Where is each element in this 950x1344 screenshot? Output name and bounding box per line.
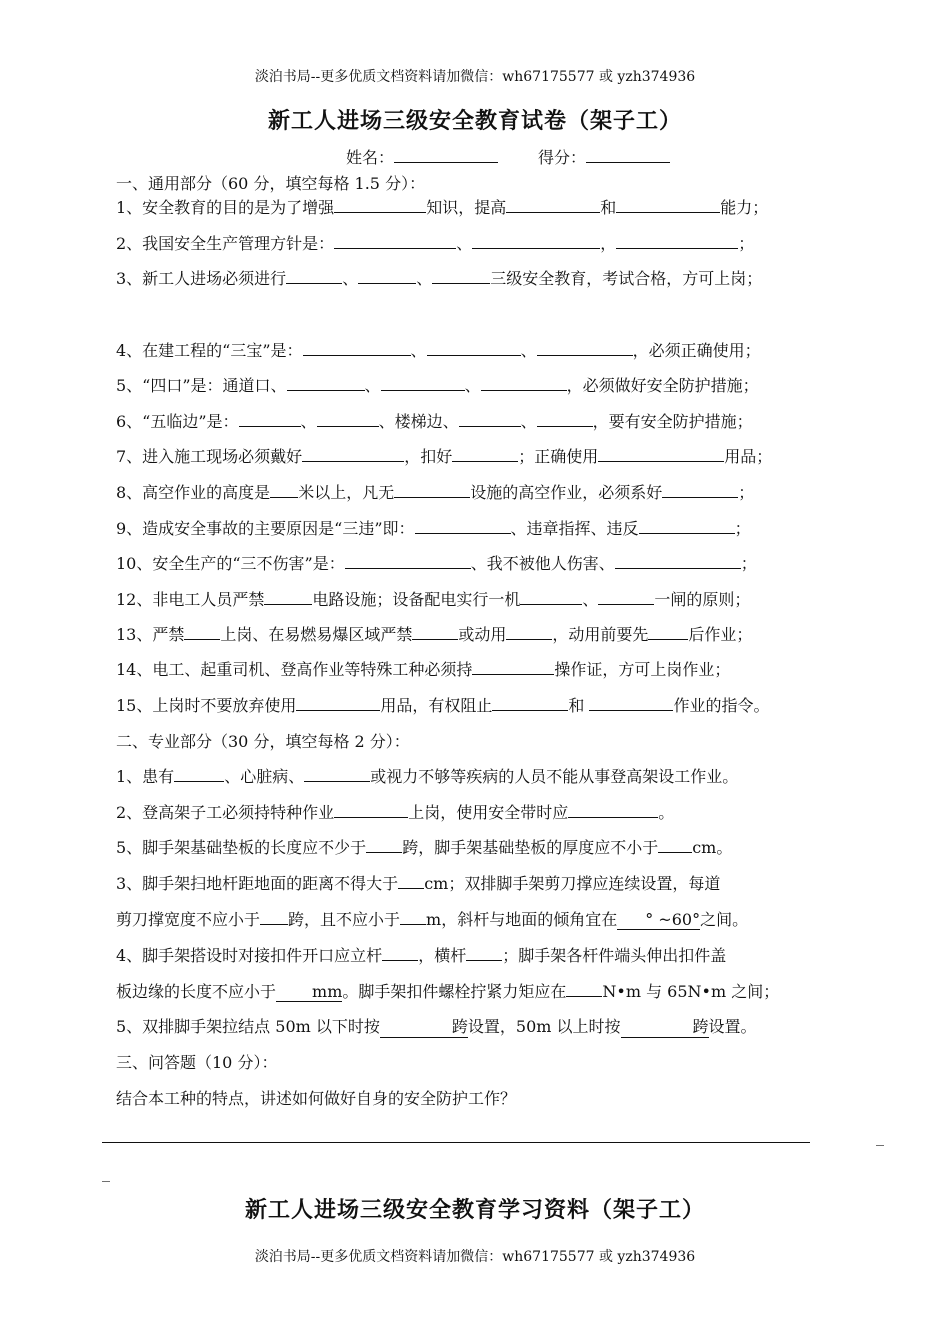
answer-rule-line[interactable]	[102, 1142, 810, 1143]
answer-blank[interactable]	[174, 767, 224, 782]
answer-blank[interactable]	[492, 696, 568, 711]
question-p5: 5、双排脚手架拉结点 50m 以下时按 跨设置，50m 以上时按 跨设置。	[116, 1014, 757, 1038]
answer-blank[interactable]	[506, 625, 552, 640]
angle-range-blank[interactable]: ° ~60°	[617, 910, 700, 930]
question-p3: 3、脚手架扫地杆距地面的距离不得大于 cm；双排脚手架剪刀撑应连续设置，每道	[116, 874, 721, 893]
answer-blank[interactable]	[466, 946, 502, 961]
answer-blank[interactable]	[296, 696, 380, 711]
answer-blank[interactable]	[415, 519, 511, 534]
page-footer: 淡泊书局--更多优质文档资料请加微信：wh67175577 或 yzh374936	[254, 1249, 696, 1265]
answer-blank[interactable]	[481, 376, 567, 391]
question-4: 4、在建工程的“三宝”是： 、 、 ，必须正确使用；	[116, 341, 761, 360]
question-10: 10、安全生产的“三不伤害”是： 、我不被他人伤害、 ；	[116, 554, 757, 573]
answer-blank[interactable]	[239, 412, 301, 427]
score-label: 得分：	[538, 148, 587, 167]
question-7: 7、进入施工现场必须戴好 ，扣好 ；正确使用 用品；	[116, 447, 773, 466]
study-material-title: 新工人进场三级安全教育学习资料（架子工）	[244, 1197, 705, 1223]
answer-blank[interactable]	[412, 625, 458, 640]
question-14: 14、电工、起重司机、登高作业等特殊工种必须持 操作证，方可上岗作业；	[116, 660, 731, 679]
score-blank[interactable]	[586, 148, 670, 163]
question-p1: 1、患有 、心脏病、 或视力不够等疾病的人员不能从事登高架设工作业。	[116, 767, 739, 786]
question-p4: 4、脚手架搭设时对接扣件开口应立杆 ，横杆 ；脚手架各杆件端头伸出扣件盖	[116, 946, 727, 965]
answer-blank[interactable]	[260, 910, 288, 925]
answer-blank[interactable]	[287, 376, 365, 391]
answer-blank[interactable]	[506, 198, 600, 213]
answer-blank[interactable]	[270, 483, 298, 498]
question-13: 13、严禁 上岗、在易燃易爆区域严禁 或动用 ，动用前要先 后作业；	[116, 625, 753, 644]
name-blank[interactable]	[394, 148, 498, 163]
answer-blank[interactable]	[472, 660, 554, 675]
answer-blank[interactable]	[398, 874, 424, 889]
answer-blank[interactable]	[662, 483, 738, 498]
answer-blank[interactable]	[286, 269, 342, 284]
question-9: 9、造成安全事故的主要原因是“三违”即： 、违章指挥、违反 ；	[116, 519, 751, 538]
question-p4b: 板边缘的长度不应小于 mm。脚手架扣件螺栓拧紧力矩应在 N•m 与 65N•m 之间；	[116, 982, 780, 1001]
question-12: 12、非电工人员严禁 电路设施；设备配电实行一机 、 一闸的原则；	[116, 590, 751, 609]
answer-blank[interactable]	[381, 376, 465, 391]
question-3: 3、新工人进场必须进行 、 、 三级安全教育，考试合格，方可上岗；	[116, 269, 763, 288]
answer-blank[interactable]	[589, 696, 673, 711]
answer-blank[interactable]	[648, 625, 688, 640]
answer-blank[interactable]	[568, 803, 658, 818]
answer-blank[interactable]	[264, 590, 312, 605]
answer-blank[interactable]	[459, 412, 521, 427]
answer-blank[interactable]	[184, 625, 220, 640]
question-8: 8、高空作业的高度是 米以上，凡无 设施的高空作业，必须系好 ；	[116, 483, 755, 502]
answer-rule-dash: _	[102, 1163, 110, 1182]
question-p5a: 5、脚手架基础垫板的长度应不少于 跨，脚手架基础垫板的厚度应不小于 cm。	[116, 838, 733, 857]
answer-blank[interactable]	[432, 269, 490, 284]
answer-blank[interactable]	[334, 234, 456, 249]
answer-blank[interactable]	[537, 341, 633, 356]
answer-blank[interactable]	[616, 198, 720, 213]
question-2: 2、我国安全生产管理方针是： 、 ， ；	[116, 234, 755, 253]
section3-heading: 三、问答题（10 分）：	[116, 1053, 278, 1072]
section2-heading: 二、专业部分（30 分，填空每格 2 分）：	[116, 732, 410, 751]
section1-heading: 一、通用部分（60 分，填空每格 1.5 分）：	[116, 174, 426, 193]
answer-blank[interactable]	[616, 234, 738, 249]
question-15: 15、上岗时不要放弃使用 用品，有权阻止 和 作业的指令。	[116, 696, 770, 715]
answer-blank[interactable]	[382, 946, 418, 961]
question-p2: 2、登高架子工必须持特种作业 上岗，使用安全带时应 。	[116, 803, 675, 822]
answer-blank[interactable]	[472, 234, 600, 249]
answer-blank[interactable]	[304, 767, 370, 782]
question-5: 5、“四口”是：通道口、 、 、 ，必须做好安全防护措施；	[116, 376, 759, 395]
answer-rule-dash: _	[876, 1127, 884, 1146]
answer-blank[interactable]	[598, 447, 724, 462]
answer-blank[interactable]	[317, 412, 379, 427]
answer-blank[interactable]	[334, 803, 408, 818]
answer-blank[interactable]	[400, 910, 426, 925]
answer-blank[interactable]	[566, 982, 602, 997]
page-title: 新工人进场三级安全教育试卷（架子工）	[267, 108, 682, 134]
answer-blank[interactable]: mm	[276, 982, 342, 1002]
answer-blank[interactable]	[598, 590, 654, 605]
page-header: 淡泊书局--更多优质文档资料请加微信：wh67175577 或 yzh374936	[254, 69, 696, 85]
answer-blank[interactable]	[302, 447, 404, 462]
answer-blank[interactable]: 跨	[380, 1014, 468, 1038]
answer-blank[interactable]	[520, 590, 582, 605]
name-score-line	[346, 145, 670, 168]
answer-blank[interactable]	[452, 447, 518, 462]
answer-blank[interactable]	[303, 341, 411, 356]
essay-question: 结合本工种的特点，讲述如何做好自身的安全防护工作？	[116, 1089, 517, 1108]
question-1: 1、安全教育的目的是为了增强 知识，提高 和 能力；	[116, 198, 769, 217]
answer-blank[interactable]	[345, 554, 471, 569]
answer-blank[interactable]: 跨	[621, 1014, 709, 1038]
answer-blank[interactable]	[658, 838, 692, 853]
answer-blank[interactable]	[615, 554, 741, 569]
answer-blank[interactable]	[366, 838, 402, 853]
answer-blank[interactable]	[358, 269, 416, 284]
answer-blank[interactable]	[427, 341, 521, 356]
answer-blank[interactable]	[334, 198, 426, 213]
question-p3b: 剪刀撑宽度不应小于 跨，且不应小于 m，斜杆与地面的倾角宜在 ° ~60°之间。	[116, 910, 749, 929]
question-6: 6、“五临边”是： 、 、楼梯边、 、 ，要有安全防护措施；	[116, 412, 753, 431]
answer-blank[interactable]	[639, 519, 735, 534]
answer-blank[interactable]	[394, 483, 470, 498]
answer-blank[interactable]	[537, 412, 593, 427]
name-label: 姓名：	[346, 148, 395, 167]
